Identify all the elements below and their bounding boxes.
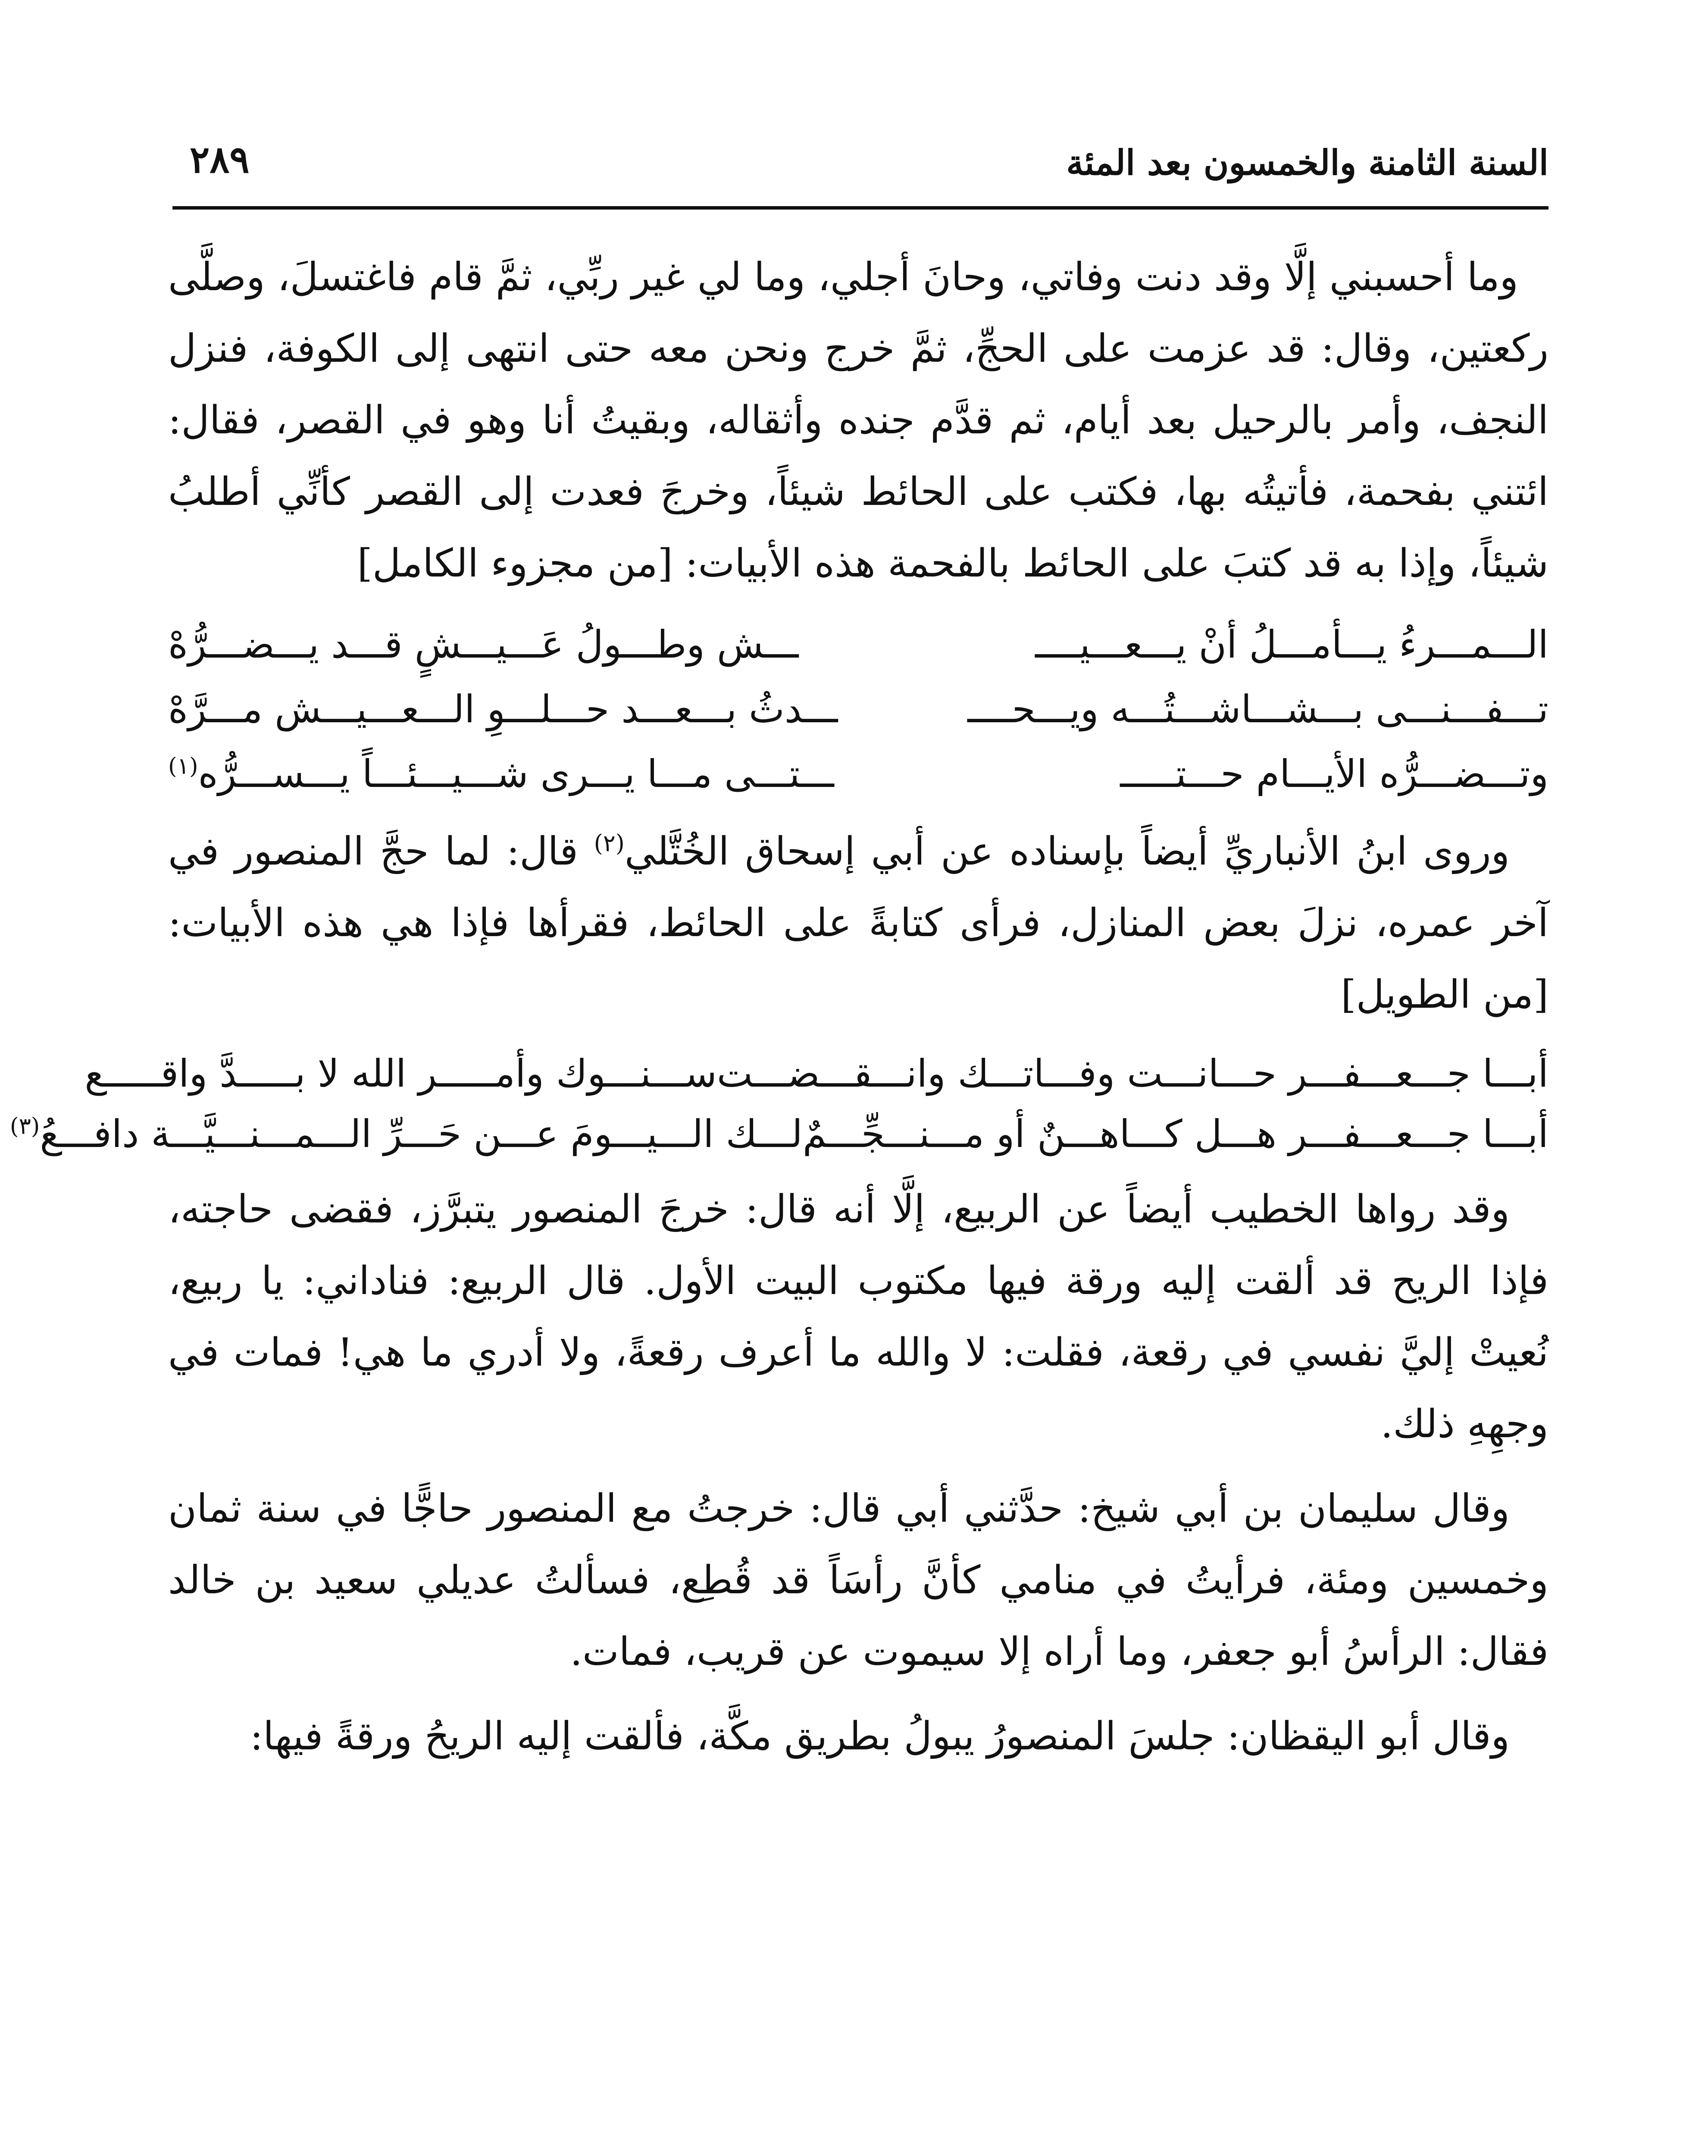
paragraph: وما أحسبني إلَّا وقد دنت وفاتي، وحانَ أجلي، وما لي غير ربِّي، ثمَّ قام فاغتسلَ، وصلَّى ركعتين، وقال: قد عزمت على الحجِّ، ثمَّ خرج ونحن معه حتى انتهى إلى الكوفة، فنزل النجف، وأمر بالرحيل بعد أيام، ثم قدَّم جنده وأثقاله، وبقيتُ أنا وهو في القصر، فقال: ائتني بفحمة، فأتيتُه بها، فكتب على الحائط شيئاً، وخرجَ فعدت إلى القصر كأنِّي أطلبُ شيئاً، وإذا به قد كتبَ على الحائط بالفحمة هذه الأبيات: [من مجزوء الكامل]	[168, 254, 1548, 586]
paragraph: وقال سليمان بن أبي شيخ: حدَّثني أبي قال: خرجتُ مع المنصور حاجًّا في سنة ثمان وخمسين ومئة، فرأيتُ في منامي كأنَّ رأسَاً قد قُطِع، فسألتُ عديلي سعيد بن خالد فقال: الرأسُ أبو جعفر، وما أراه إلا سيموت عن قريب، فمات.	[168, 1486, 1548, 1674]
verse-text: ـــتـــى مـــا يـــرى شـــيـــئـــاً يـــســـرُّه	[198, 752, 834, 796]
verse-line	[9, 1104, 1548, 1164]
verse-line	[168, 742, 1548, 806]
verse-first-hemistich: تـــفـــنـــى بـــشـــاشـــتُـــه ويـــحــــ	[967, 687, 1548, 731]
footnote-marker: (٣)	[9, 1113, 40, 1140]
poem-majzu-al-kamil	[168, 612, 1548, 806]
page-title: السنة الثامنة والخمسون بعد المئة	[1066, 142, 1548, 183]
paragraph	[168, 816, 1548, 1031]
verse-second-hemistich: ـــش وطـــولُ عَـــيـــشٍ قـــد يـــضـــرُّهْ	[168, 622, 799, 667]
page-number: ٢٨٩	[190, 138, 250, 182]
verse-text: لـــك الـــيـــومَ عـــن حَـــرِّ الـــمـــنـــيَّـــة دافـــعُ	[40, 1112, 803, 1156]
footnote-marker: (٢)	[594, 830, 625, 857]
paragraph-text: وروى ابنُ الأنباريِّ أيضاً بإسناده عن أبي إسحاق الخُتَّلي	[624, 829, 1510, 874]
verse-first-hemistich: أبـــا جـــعـــفـــر هـــل كـــاهـــنٌ أو مـــنـــجِّـــمٌ	[802, 1112, 1548, 1156]
verse-line	[168, 677, 1548, 742]
verse-first-hemistich: الـــمـــرءُ يـــأمـــلُ أنْ يـــعـــيــــ	[1035, 622, 1548, 667]
verse-line	[168, 612, 1548, 677]
paragraph: وقد رواها الخطيب أيضاً عن الربيع، إلَّا أنه قال: خرجَ المنصور يتبرَّز، فقضى حاجته، فإذا الريح قد ألقت إليه ورقة فيها مكتوب البيت الأول. قال الربيع: فناداني: يا ربيع، نُعيتْ إليَّ نفسي في رقعة، فقلت: لا والله ما أعرف رقعةً، ولا أدري ما هي! فمات في وجهِهِ ذلك.	[168, 1187, 1548, 1447]
poem-al-tawil	[9, 1044, 1548, 1164]
footnote-marker: (١)	[168, 753, 198, 780]
main-text	[9, 241, 1548, 1785]
paragraph-text: قال: لما حجَّ المنصور في آخر عمره، نزلَ بعض المنازل، فرأى كتابةً على الحائط، فقرأها فإذا هي هذه الأبيات: [من الطويل]	[168, 829, 1548, 1017]
verse-second-hemistich	[168, 742, 834, 806]
paragraph: وقال أبو اليقظان: جلسَ المنصورُ يبولُ بطريق مكَّة، فألقت إليه الريحُ ورقةً فيها:	[250, 1714, 1510, 1759]
verse-second-hemistich: ســـنـــوك وأمـــــر الله لا بـــــدَّ واقـــــع	[84, 1051, 717, 1096]
verse-second-hemistich	[10, 1104, 803, 1164]
verse-first-hemistich: أبـــا جـــعـــفـــر حـــانـــت وفـــاتـــك وانـــقـــضـــت	[716, 1051, 1548, 1096]
verse-first-hemistich: وتـــضـــرُّه الأيـــام حـــتـــــ	[1120, 752, 1548, 796]
header-rule	[172, 206, 1548, 210]
verse-line	[84, 1044, 1548, 1104]
running-head	[172, 129, 1548, 198]
verse-second-hemistich: ـــدثُ بـــعـــد حـــلـــوِ الـــعـــيـــش مـــرَّهْ	[168, 687, 838, 731]
